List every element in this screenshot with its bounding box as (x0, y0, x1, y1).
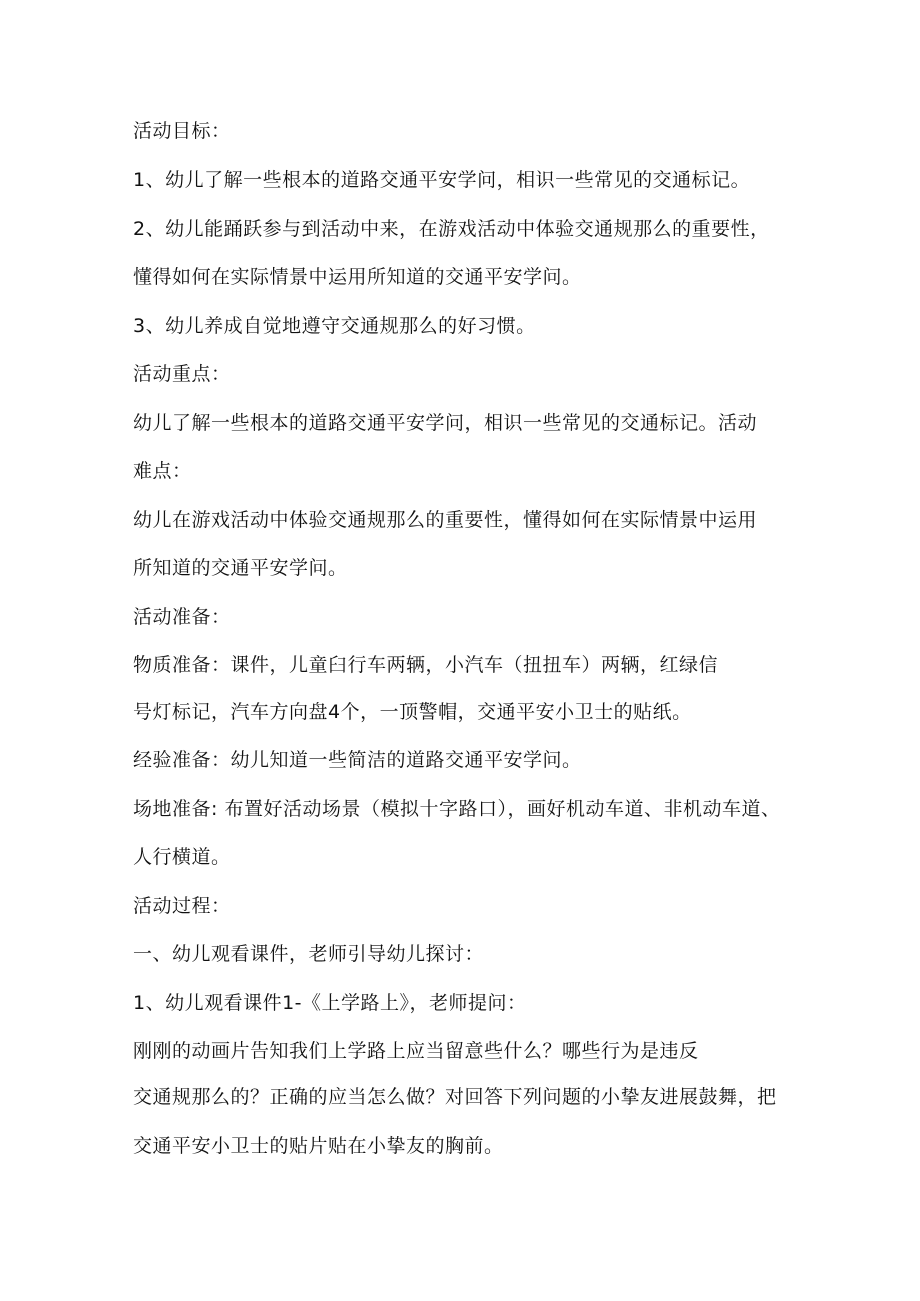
material-preparation: 物质准备：课件，儿童臼行车两辆，小汽车（扭扭车）两辆，红绿信 (133, 654, 719, 676)
experience-preparation: 经验准备：幼儿知道一些简洁的道路交通平安学问。 (133, 749, 582, 771)
heading-activity-goals: 活动目标： (133, 120, 231, 142)
process-substep-1: 1、幼儿观看课件1-《上学路上》，老师提问： (133, 992, 527, 1014)
heading-activity-process: 活动过程： (133, 895, 231, 917)
difficulty-paragraph-continued: 所知道的交通平安学问。 (133, 557, 348, 579)
focus-paragraph: 幼儿了解一些根本的道路交通平安学问，相识一些常见的交通标记。活动 (133, 412, 758, 434)
process-question-end: 交通平安小卫士的贴片贴在小挚友的胸前。 (133, 1135, 504, 1157)
goal-item-3: 3、幼儿养成自觉地遵守交通规那么的好习惯。 (133, 315, 536, 337)
process-question-continued: 交通规那么的？正确的应当怎么做？对回答下列问题的小挚友进展鼓舞，把 (133, 1086, 777, 1108)
venue-preparation-continued: 人行横道。 (133, 846, 231, 868)
venue-preparation: 场地准备: 布置好活动场景（模拟十字路口），画好机动车道、非机动车道、 (133, 798, 781, 820)
heading-activity-focus: 活动重点： (133, 363, 231, 385)
difficulty-paragraph: 幼儿在游戏活动中体验交通规那么的重要性，懂得如何在实际情景中运用 (133, 509, 758, 531)
goal-item-2: 2、幼儿能踊跃参与到活动中来，在游戏活动中体验交通规那么的重要性， (133, 218, 770, 240)
process-question: 刚刚的动画片告知我们上学路上应当留意些什么？哪些行为是违反 (133, 1040, 699, 1062)
heading-activity-preparation: 活动准备： (133, 606, 231, 628)
goal-item-1: 1、幼儿了解一些根本的道路交通平安学问，相识一些常见的交通标记。 (133, 169, 751, 191)
goal-item-2-continued: 懂得如何在实际情景中运用所知道的交通平安学问。 (133, 266, 582, 288)
heading-activity-difficulty: 难点： (133, 460, 192, 482)
material-preparation-continued: 号灯标记，汽车方向盘4个，一顶警帽，交通平安小卫士的贴纸。 (133, 701, 692, 723)
process-step-1: 一、幼儿观看课件，老师引导幼儿探讨： (133, 943, 485, 965)
